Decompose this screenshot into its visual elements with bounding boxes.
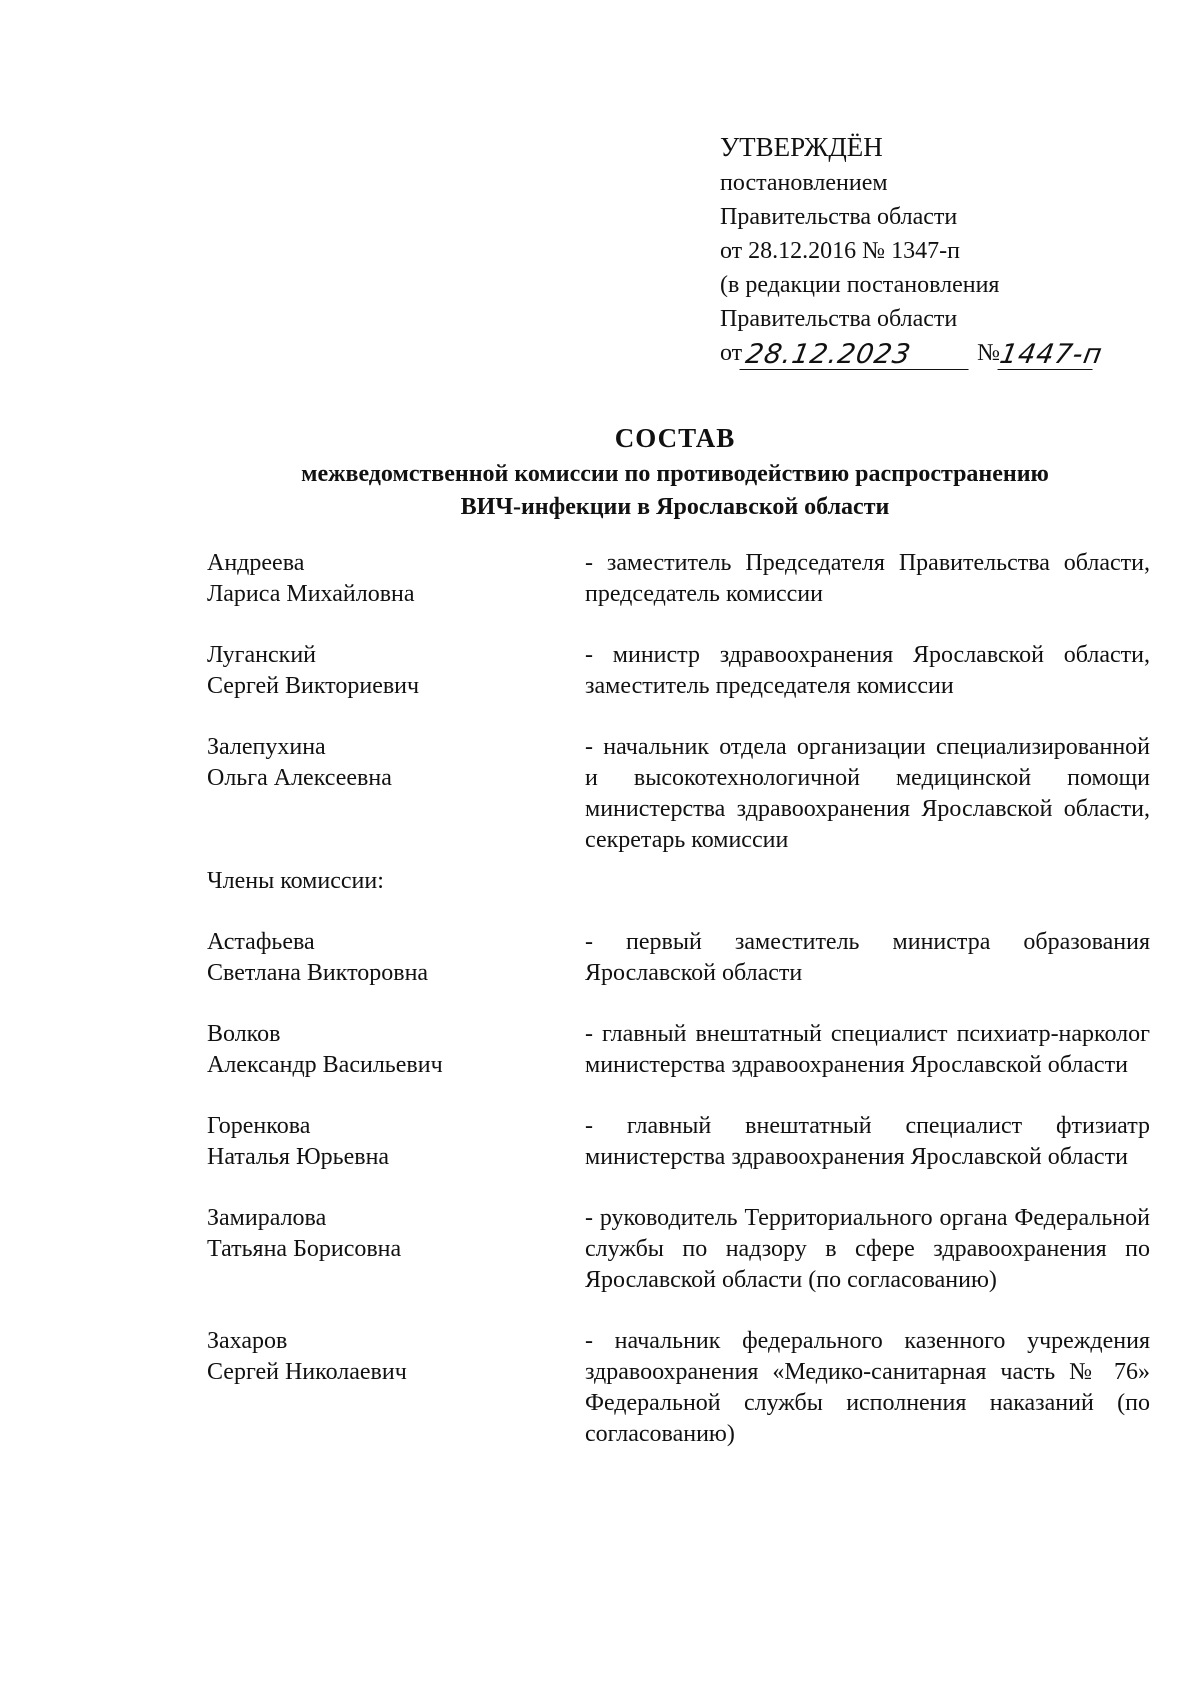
- member-name: [207, 1326, 585, 1450]
- member-role: - начальник федерального казенного учреждения здравоохранения «Медико-санитарная часть № 76» Федеральной службы исполнения наказаний (по согласованию): [585, 1328, 1150, 1447]
- document-title: [150, 418, 1200, 524]
- handwritten-number: 1447-п: [997, 339, 1106, 370]
- list-item: [207, 1019, 1150, 1081]
- handwritten-date: 28.12.2023: [740, 341, 974, 370]
- list-item: [207, 927, 1150, 989]
- member-name: [207, 1111, 585, 1173]
- member-surname: Захаров: [207, 1328, 288, 1354]
- member-role: - главный внештатный специалист психиатр-нарколог министерства здравоохранения Ярославской области: [585, 1021, 1150, 1078]
- member-name: [207, 1019, 585, 1081]
- member-name: [207, 1203, 585, 1296]
- approval-line: постановлением: [720, 170, 888, 196]
- approval-line: от 28.12.2016 № 1347-п: [720, 238, 960, 264]
- member-given-name: Лариса Михайловна: [207, 581, 415, 607]
- member-name: [207, 732, 585, 856]
- member-role: - начальник отдела организации специализированной и высокотехнологичной медицинской помощи министерства здравоохранения Ярославской области, секретарь комиссии: [585, 734, 1150, 853]
- member-surname: Астафьева: [207, 929, 315, 955]
- member-surname: Горенкова: [207, 1113, 311, 1139]
- members-section-label: Члены комиссии:: [207, 868, 384, 894]
- member-given-name: Наталья Юрьевна: [207, 1144, 390, 1170]
- member-surname: Луганский: [207, 642, 317, 668]
- member-given-name: Татьяна Борисовна: [207, 1236, 402, 1262]
- member-role: - главный внештатный специалист фтизиатр министерства здравоохранения Ярославской области: [585, 1113, 1150, 1170]
- member-given-name: Светлана Викторовна: [207, 960, 429, 986]
- list-item: [207, 1326, 1150, 1450]
- list-item: [207, 640, 1150, 702]
- list-item: [207, 548, 1150, 610]
- date-prefix: от: [720, 340, 743, 366]
- member-role: - заместитель Председателя Правительства области, председатель комиссии: [585, 550, 1150, 607]
- list-item: [207, 1203, 1150, 1296]
- commission-list: [207, 548, 1150, 1450]
- approval-line: (в редакции постановления: [720, 272, 1000, 298]
- member-given-name: Сергей Николаевич: [207, 1359, 407, 1385]
- approval-heading: УТВЕРЖДЁН: [720, 132, 883, 162]
- approval-stamp-block: [720, 128, 1106, 370]
- title-line-2: ВИЧ-инфекции в Ярославской области: [460, 494, 890, 520]
- list-item: [207, 732, 1150, 856]
- member-name: [207, 640, 585, 702]
- member-surname: Волков: [207, 1021, 281, 1047]
- approval-line: Правительства области: [720, 204, 958, 230]
- member-role: - руководитель Территориального органа Федеральной службы по надзору в сфере здравоохранения по Ярославской области (по согласованию): [585, 1205, 1150, 1293]
- member-name: [207, 927, 585, 989]
- number-prefix: №: [977, 340, 1001, 366]
- member-role: - министр здравоохранения Ярославской области, заместитель председателя комиссии: [585, 642, 1150, 699]
- approval-date-number-line: [720, 336, 1106, 370]
- approval-line: Правительства области: [720, 306, 958, 332]
- member-given-name: Александр Васильевич: [207, 1052, 443, 1078]
- member-role: - первый заместитель министра образования Ярославской области: [585, 929, 1150, 986]
- member-name: [207, 548, 585, 610]
- member-surname: Замиралова: [207, 1205, 327, 1231]
- title-main: СОСТАВ: [614, 423, 736, 453]
- member-given-name: Ольга Алексеевна: [207, 765, 392, 791]
- title-line-1: межведомственной комиссии по противодействию распространению: [301, 461, 1049, 487]
- member-given-name: Сергей Викториевич: [207, 673, 420, 699]
- member-surname: Андреева: [207, 550, 305, 576]
- list-item: [207, 1111, 1150, 1173]
- member-surname: Залепухина: [207, 734, 326, 760]
